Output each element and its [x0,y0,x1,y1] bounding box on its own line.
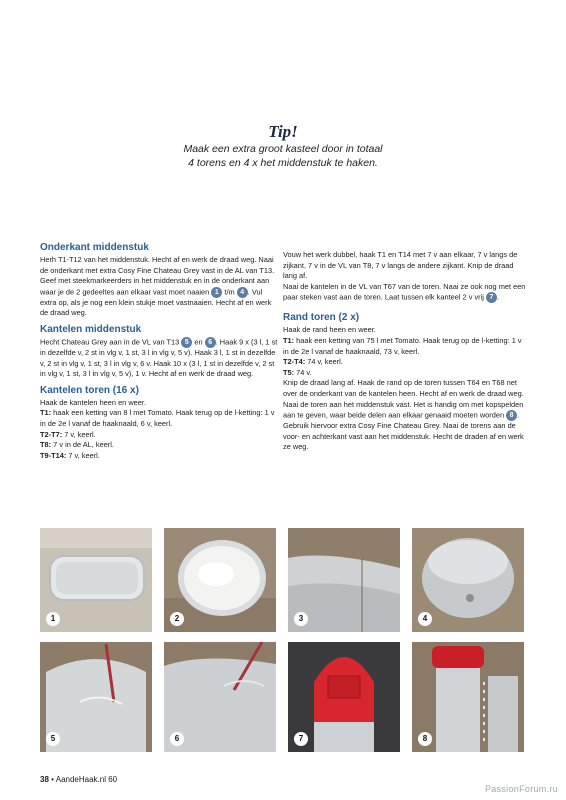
row-text: haak een ketting van 8 l met Tomato. Haak terug op de l-ketting: 1 v in de 2e l vanaf de haaknaald, 6 v, keerl. [40,408,275,429]
row-t9-t14 [40,451,280,462]
photo-label: 5 [46,732,60,746]
photo-label: 3 [294,612,308,626]
photo-label: 8 [418,732,432,746]
row-t2-t4 [283,357,529,368]
page-footer [40,775,117,784]
photo-7 [288,642,400,752]
para-naai-toren [283,400,529,453]
photo-label: 2 [170,612,184,626]
row-t1 [40,408,280,429]
row-key: T2-T7: [40,429,63,439]
para-kantelen-toren: Haak de kantelen heen en weer. [40,397,147,407]
row-text: 7 v, keerl. [64,429,96,439]
text: Naai de kantelen in de VL van T67 van de toren. Naai ze ook nog met een paar steken vast aan de toren. Laat tussen elk kanteel 2 v vrij [283,281,526,302]
step-badge-7: 7 [486,292,497,303]
text: Herh T1-T12 van het middenstuk. Hecht af en werk de draad weg. Naai de onderkant met extra Cosy Fine Chateau Grey vast in de AL van T13. Geef met steekmarkeerders in het middenstuk en in de onderkant aan waar je de 2 gedeeltes aan elkaar vast moet naaien [40,255,275,297]
text: . [496,292,500,302]
para-onderkant [40,255,280,319]
row-text: 7 v in de AL, keerl. [53,440,114,450]
photo-label: 6 [170,732,184,746]
text: en [194,337,203,347]
tip-title: Tip! [268,122,298,141]
step-badge-4: 4 [237,287,248,298]
tip-line-2: 4 torens en 4 x het middenstuk te haken. [188,157,378,169]
para-rand: Haak de rand heen en weer. [283,325,376,335]
step-badge-1: 1 [211,287,222,298]
photo-3 [288,528,400,632]
photo-5 [40,642,152,752]
step-badge-5: 5 [181,337,192,348]
photo-label: 7 [294,732,308,746]
right-column [283,250,529,453]
row-text: 74 v. [296,367,312,377]
row-key: T1: [40,408,52,418]
row-key: T2-T4: [283,357,306,367]
row-text: haak een ketting van 75 l met Tomato. Haak terug op de l-ketting: 1 v in de 2e l vanaf de haaknaald, 73 v, keerl. [283,336,522,356]
text: Hecht Chateau Grey aan in de VL van T13 [40,337,180,347]
heading-kantelen-toren: Kantelen toren (16 x) [40,384,139,396]
photo-4 [412,528,524,632]
row-key: T1: [283,336,295,346]
row-t5 [283,368,529,379]
text: . Haak 9 x (3 l, 1 st in dezelfde v, 2 st in vlg v, 1 st, 3 l in vlg v, 5 v). Haak 3 l, 1 st in dezelfde v, 2 st in vlg v, 1 st, 3 l in vlg v, 6 v. Haak 10 x (3 l, 1 st in dezelfde v, 2 st in vlg v, 1 st, 3 l in vlg v, 5 v), 1 v. Hecht af en werk de draad weg. [40,337,278,379]
row-text: 74 v, keerl. [307,357,343,367]
row-text: 7 v, keerl. [68,450,100,460]
row-key: T5: [283,367,295,377]
footer-bullet: • [51,775,54,784]
row-t2-t7 [40,430,280,441]
photo-2 [164,528,276,632]
para-knip: Knip de draad lang af. Haak de rand op de toren tussen T64 en T68 net over de onderkant van de kantelen heen. Hecht af en werk de draad weg. [283,378,524,398]
row-key: T8: [40,440,52,450]
heading-kantelen-middenstuk: Kantelen middenstuk [40,324,142,336]
photo-label: 4 [418,612,432,626]
para-kantelen-middenstuk [40,337,280,380]
para-vouw: Vouw het werk dubbel, haak T1 en T14 met 7 v aan elkaar, 7 v langs de zijkant, 7 v in de VL van T8, 7 v langs de andere zijkant. Knip de draad lang af. [283,250,518,281]
heading-onderkant: Onderkant middenstuk [40,242,149,253]
text: . Vul extra op, als je nog een klein stukje moet vastnaaien. Hecht af en werk de draad weg. [40,287,272,318]
magazine-name: AandeHaak.nl 60 [55,775,118,784]
watermark: PassionForum.ru [484,784,558,794]
row-t1 [283,336,529,357]
heading-rand-toren: Rand toren (2 x) [283,312,360,324]
step-badge-6: 6 [205,337,216,348]
photo-label: 1 [46,612,60,626]
text: t/m [224,287,235,297]
text: . Gebruik hiervoor extra Cosy Fine Chateau Grey. Naai de torens aan de voor- en achterkant vast aan het middenstuk. Hecht de draden af en werk ze weg. [283,410,524,452]
row-key: T9-T14: [40,450,67,460]
photo-8 [412,642,524,752]
row-t8 [40,440,280,451]
tip-box [0,122,566,170]
page-number: 38 [40,775,49,784]
left-column [40,241,280,461]
tip-line-1: Maak een extra groot kasteel door in totaal [183,143,383,155]
step-badge-8: 8 [506,410,517,421]
para-naai-kantelen [283,282,529,304]
text: Naai de toren aan het middenstuk vast. Het is handig om met kopspelden aan te geven, waar beide delen aan elkaar genaaid moeten worden [283,399,524,420]
photo-6 [164,642,276,752]
photo-1 [40,528,152,632]
